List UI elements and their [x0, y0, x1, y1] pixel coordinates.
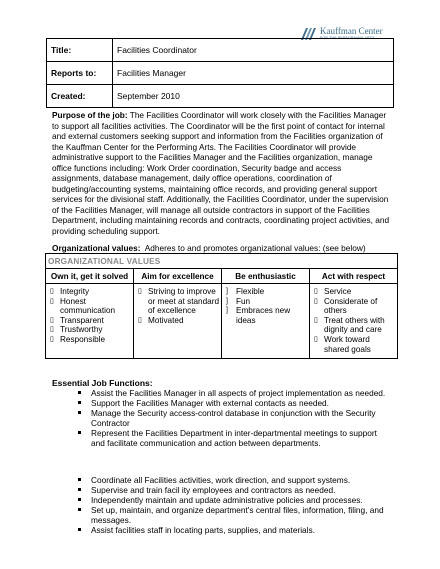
function-item-text: Independently maintain and update administrative policies and processes. [91, 495, 363, 505]
value-item [138, 316, 221, 326]
function-item [88, 388, 388, 398]
function-item-text: Represent the Facilities Department in inter-departmental meetings to support and facilitate communication and action between departments. [91, 428, 377, 448]
bullet-icon: ▯ [50, 288, 54, 295]
org-values-line [52, 243, 397, 253]
function-item [88, 525, 388, 535]
bullet-icon: ▯ [50, 316, 54, 324]
value-item-text: Transparent [60, 315, 104, 325]
value-item [50, 297, 133, 316]
square-bullet-icon [78, 391, 81, 394]
value-cell [310, 284, 398, 359]
header-value: Facilities Manager [113, 62, 394, 85]
square-bullet-icon [78, 508, 81, 511]
purpose-label: Purpose of the job: [52, 110, 128, 120]
square-bullet-icon [78, 431, 81, 434]
header-label: Created: [47, 85, 113, 108]
essential-functions-list [88, 475, 388, 535]
function-item-text: Assist the Facilities Manager in all aspects of project implementation as needed. [91, 388, 386, 398]
function-item-text: Support the Facilities Manager with external contacts as needed. [91, 398, 329, 408]
column-header: Be enthusiastic [222, 269, 310, 284]
square-bullet-icon [78, 498, 81, 501]
function-item-text: Assist facilities staff in locating parts, supplies, and materials. [91, 525, 315, 535]
value-item-text: Honest communication [60, 296, 116, 316]
value-item-text: Flexible [236, 287, 265, 296]
function-item [88, 408, 388, 428]
bullet-icon: ▯ [50, 335, 54, 343]
logo-subtitle: FOR THE PERFORMING ARTS [320, 36, 375, 40]
square-bullet-icon [78, 488, 81, 491]
value-cell [46, 284, 134, 359]
function-item [88, 495, 388, 505]
value-item-text: Responsible [60, 334, 106, 344]
essential-functions-list [88, 388, 388, 448]
value-item [50, 287, 133, 297]
column-header: Act with respect [310, 269, 398, 284]
value-item-text: Treat others with dignity and care [324, 315, 385, 335]
org-values-header-row [46, 269, 398, 284]
value-item [50, 335, 133, 345]
value-item-text: Trustworthy [60, 325, 103, 335]
value-item-text: Embraces new ideas [236, 306, 291, 325]
square-bullet-icon [78, 411, 81, 414]
function-item [88, 428, 388, 448]
value-item [226, 287, 309, 297]
function-item-text: Supervise and train facil ity employees and contractors as needed. [91, 485, 336, 495]
column-header: Own it, get it solved [46, 269, 134, 284]
value-item-text: Motivated [148, 315, 184, 325]
function-item [88, 475, 388, 485]
square-bullet-icon [78, 401, 81, 404]
org-values-content-row [46, 284, 398, 359]
value-item-text: Fun [236, 296, 251, 306]
org-values-table-title: ORGANIZATIONAL VALUES [46, 254, 398, 269]
function-item-text: Set up, maintain, and organize department's central files, information, filing, and messages. [91, 505, 384, 525]
value-item-text: Integrity [60, 287, 90, 296]
org-values-label: Organizational values: [52, 243, 141, 253]
function-item [88, 505, 388, 525]
header-value: Facilities Coordinator [113, 39, 394, 62]
bullet-icon: ▯ [314, 335, 318, 343]
bullet-icon: ] [226, 307, 228, 315]
value-cell [134, 284, 222, 359]
value-item [50, 325, 133, 335]
bullet-icon: ▯ [50, 297, 54, 305]
value-item [226, 306, 309, 325]
square-bullet-icon [78, 528, 81, 531]
function-item [88, 398, 388, 408]
bullet-icon: ▯ [314, 297, 318, 305]
column-header: Aim for excellence [134, 269, 222, 284]
header-row-reports-to [47, 62, 394, 85]
value-item [226, 297, 309, 307]
purpose-paragraph [52, 110, 390, 236]
square-bullet-icon [78, 478, 81, 481]
bullet-icon: ▯ [314, 288, 318, 295]
logo-name: Kauffman Center [320, 26, 383, 36]
bullet-icon: ▯ [50, 326, 54, 334]
value-item [314, 287, 397, 297]
function-item [88, 485, 388, 495]
header-label: Reports to: [47, 62, 113, 85]
bullet-icon: ] [226, 297, 228, 305]
value-item-text: Considerate of others [324, 296, 378, 316]
value-item-text: Service [324, 287, 352, 296]
function-item-text: Coordinate all Facilities activities, work direction, and support systems. [91, 475, 351, 485]
org-values-table [45, 253, 398, 359]
value-item [314, 335, 397, 354]
header-value: September 2010 [113, 85, 394, 108]
value-item [50, 316, 133, 326]
value-item [138, 287, 221, 316]
header-label: Title: [47, 39, 113, 62]
bullet-icon: ▯ [138, 288, 142, 295]
job-header-table [46, 38, 394, 108]
header-row-title [47, 39, 394, 62]
header-row-created [47, 85, 394, 108]
bullet-icon: ▯ [138, 316, 142, 324]
bullet-icon: ] [226, 288, 228, 295]
value-item-text: Striving to improve or meet at standard of excellence [148, 287, 219, 316]
purpose-text: The Facilities Coordinator will work closely with the Facilities Manager to support all facilities activities. The Coordinator will be the first point of contact for internal and external customers seeking support and information from the Facilities organization of the Kauffman Center for the Performing Arts. The Facilities Coordinator will provide administrative support to the Facilities Manager and the Facilities organization, manage office functions including: Work Order coordination, Security badge and access assignments, database management, daily office operations, coordination of budgeting/accounting systems, maintaining office records, and providing general support services for the divisional staff. Additionally, the Facilities Coordinator, under the supervision of the Facilities Manager, will manage all outside contractors in support of the Facilities Department, including maintaining records and contracts, coordinating project activities, and providing scheduling support. [52, 110, 390, 236]
org-values-text: Adheres to and promotes organizational values: (see below) [144, 243, 366, 253]
essential-functions-title: Essential Job Functions: [52, 378, 153, 388]
value-item [314, 316, 397, 335]
value-cell [222, 284, 310, 359]
function-item-text: Manage the Security access-control database in conjunction with the Security Contractor [91, 408, 376, 428]
value-item [314, 297, 397, 316]
value-item-text: Work toward shared goals [324, 334, 371, 354]
bullet-icon: ▯ [314, 316, 318, 324]
